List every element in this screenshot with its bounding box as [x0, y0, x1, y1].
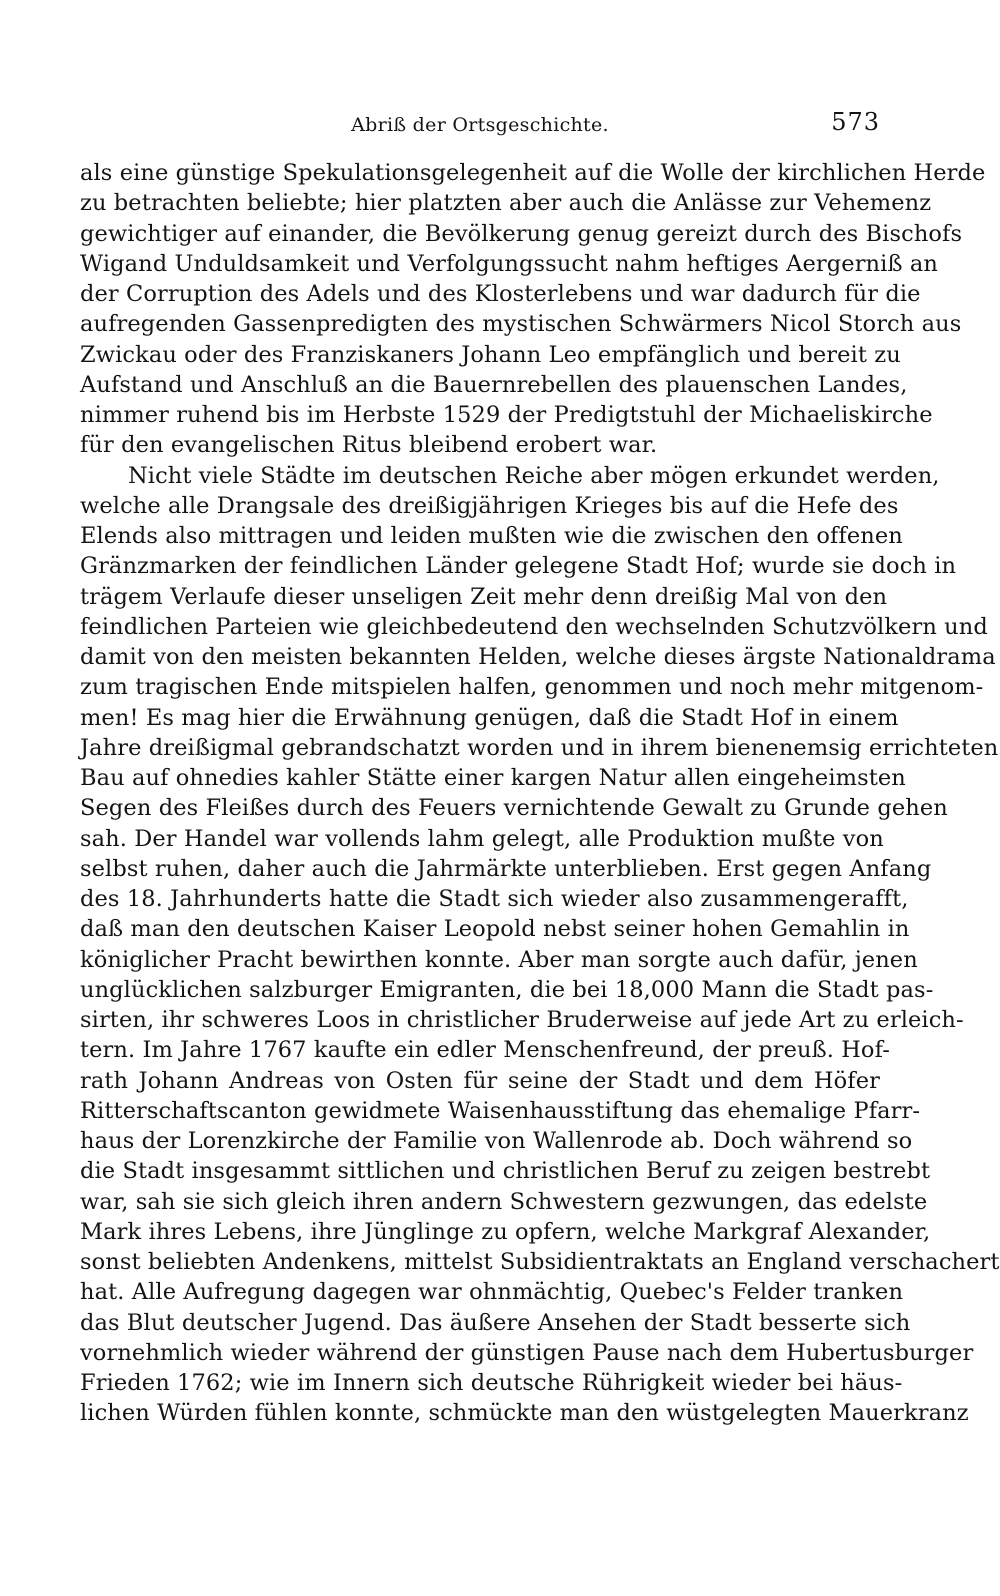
text-line: lichen Würden fühlen konnte, schmückte man den wüstgelegten Mauerkranz — [80, 1400, 969, 1427]
text-line: Ritterschaftscanton gewidmete Waisenhausstiftung das ehemalige Pfarr- — [80, 1097, 921, 1124]
text-line: Jahre dreißigmal gebrandschatzt worden und in ihrem bienenemsig errichteten — [80, 734, 999, 761]
text-line: war, sah sie sich gleich ihren andern Schwestern gezwungen, das edelste — [80, 1188, 928, 1215]
text-line: Mark ihres Lebens, ihre Jünglinge zu opfern, welche Markgraf Alexander, — [80, 1218, 931, 1245]
text-line: rath Johann Andreas von Osten für seine der Stadt und dem Höfer — [80, 1067, 880, 1094]
text-line: Zwickau oder des Franziskaners Johann Leo empfänglich und bereit zu — [80, 341, 901, 368]
running-title: Abriß der Ortsgeschichte. — [351, 114, 609, 136]
text-line: Bau auf ohnedies kahler Stätte einer kargen Natur allen eingeheimsten — [80, 765, 906, 791]
text-line: unglücklichen salzburger Emigranten, die bei 18,000 Mann die Stadt pas- — [80, 976, 934, 1003]
body-text — [80, 158, 1000, 1429]
text-line: Wigand Unduldsamkeit und Verfolgungssucht nahm heftiges Aergerniß an — [80, 250, 938, 277]
text-line: nimmer ruhend bis im Herbste 1529 der Predigtstuhl der Michaeliskirche — [80, 402, 933, 428]
text-line: sonst beliebten Andenkens, mittelst Subsidientraktats an England verschachert — [80, 1249, 1000, 1275]
text-line: damit von den meisten bekannten Helden, welche dieses ärgste Nationaldrama — [80, 644, 996, 670]
text-line: Elends also mittragen und leiden mußten wie die zwischen den offenen — [80, 523, 903, 549]
text-line: des 18. Jahrhunderts hatte die Stadt sich wieder also zusammengerafft, — [80, 886, 909, 912]
page-number: 573 — [831, 108, 880, 136]
text-line: selbst ruhen, daher auch die Jahrmärkte unterblieben. Erst gegen Anfang — [80, 855, 932, 882]
text-line: zum tragischen Ende mitspielen halfen, genommen und noch mehr mitgenom- — [80, 674, 984, 701]
text-line: gewichtiger auf einander, die Bevölkerung genug gereizt durch des Bischofs — [80, 220, 963, 247]
text-line: daß man den deutschen Kaiser Leopold nebst seiner hohen Gemahlin in — [80, 916, 910, 943]
text-line: der Corruption des Adels und des Klosterlebens und war dadurch für die — [80, 281, 921, 307]
running-header — [80, 108, 880, 140]
text-line: als eine günstige Spekulationsgelegenheit auf die Wolle der kirchlichen Herde — [80, 160, 986, 186]
text-line: vornehmlich wieder während der günstigen Pause nach dem Hubertusburger — [80, 1339, 974, 1366]
paragraph-end-line: für den evangelischen Ritus bleibend erobert war. — [80, 432, 658, 459]
text-line: Frieden 1762; wie im Innern sich deutsche Rührigkeit wieder bei häus- — [80, 1370, 903, 1396]
text-line: das Blut deutscher Jugend. Das äußere Ansehen der Stadt besserte sich — [80, 1309, 911, 1336]
text-line: hat. Alle Aufregung dagegen war ohnmächtig, Quebec's Felder tranken — [80, 1279, 904, 1306]
text-line: Gränzmarken der feindlichen Länder gelegene Stadt Hof; wurde sie doch in — [80, 553, 957, 580]
text-line: haus der Lorenzkirche der Familie von Wallenrode ab. Doch während so — [80, 1128, 913, 1154]
text-line: zu betrachten beliebte; hier platzten aber auch die Anlässe zur Vehemenz — [80, 190, 932, 217]
text-line: sirten, ihr schweres Loos in christlicher Bruderweise auf jede Art zu erleich- — [80, 1007, 964, 1033]
text-line: feindlichen Parteien wie gleichbedeutend den wechselnden Schutzvölkern und — [80, 613, 988, 640]
text-line: königlicher Pracht bewirthen konnte. Aber man sorgte auch dafür, jenen — [80, 946, 918, 973]
text-line: sah. Der Handel war vollends lahm gelegt, alle Produktion mußte von — [80, 825, 884, 852]
text-line: die Stadt insgesammt sittlichen und christlichen Beruf zu zeigen bestrebt — [80, 1158, 931, 1185]
text-line: men! Es mag hier die Erwähnung genügen, daß die Stadt Hof in einem — [80, 704, 899, 731]
text-line: tern. Im Jahre 1767 kaufte ein edler Menschenfreund, der preuß. Hof- — [80, 1037, 890, 1064]
paragraph-start-line: Nicht viele Städte im deutschen Reiche aber mögen erkundet werden, — [128, 462, 940, 489]
text-line: Aufstand und Anschluß an die Bauernrebellen des plauenschen Landes, — [80, 371, 908, 398]
text-line: trägem Verlaufe dieser unseligen Zeit mehr denn dreißig Mal von den — [80, 583, 888, 610]
text-line: Segen des Fleißes durch des Feuers vernichtende Gewalt zu Grunde gehen — [80, 795, 948, 822]
text-line: aufregenden Gassenpredigten des mystischen Schwärmers Nicol Storch aus — [80, 311, 962, 338]
text-line: welche alle Drangsale des dreißigjährigen Krieges bis auf die Hefe des — [80, 492, 899, 519]
